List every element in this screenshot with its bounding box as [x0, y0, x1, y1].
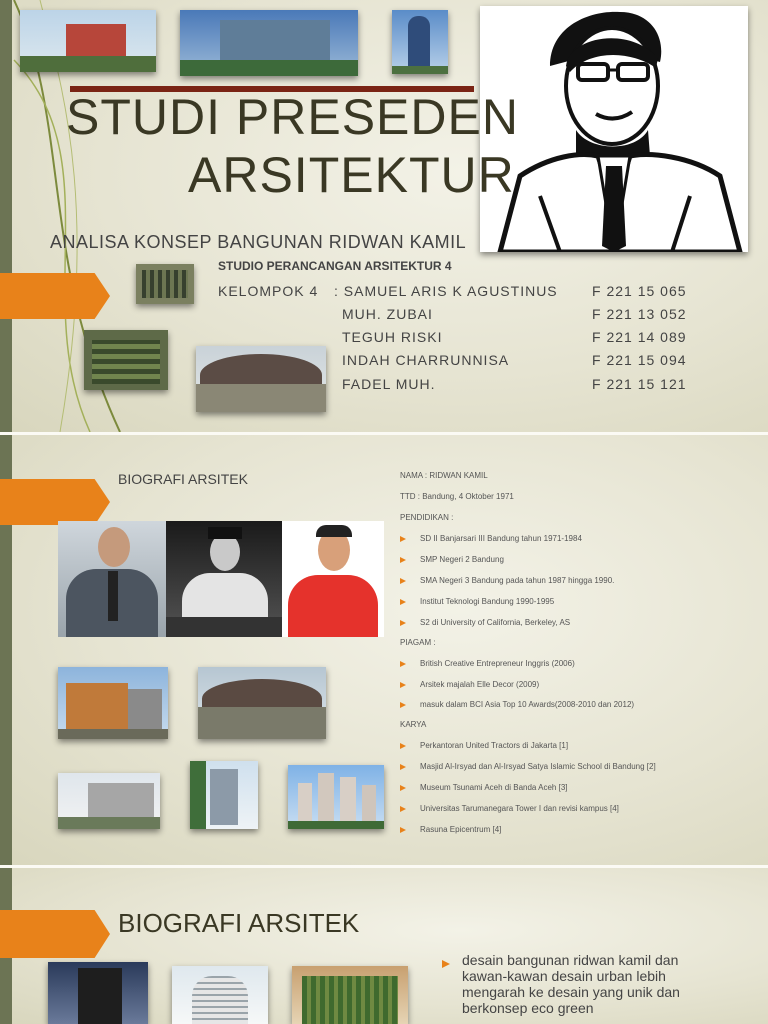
- bullet-icon: [400, 806, 406, 812]
- bullet-text-line: kawan-kawan desain urban lebih: [462, 968, 666, 984]
- bio-item: British Creative Entrepreneur Inggris (2006): [420, 659, 575, 668]
- member-name: INDAH CHARRUNNISA: [342, 352, 510, 368]
- bio-item: Masjid Al-Irsyad dan Al-Irsyad Satya Islamic School di Bandung [2]: [420, 762, 656, 771]
- section-heading: BIOGRAFI ARSITEK: [118, 471, 248, 487]
- building-photo-2: [180, 10, 358, 76]
- bio-item: SMA Negeri 3 Bandung pada tahun 1987 hingga 1990.: [420, 576, 615, 585]
- member-nim: F 221 14 089: [592, 329, 687, 345]
- bio-item: S2 di University of California, Berkeley, AS: [420, 618, 571, 627]
- bullet-icon: [400, 557, 406, 563]
- building-photo-12: [48, 962, 148, 1024]
- bio-item: Rasuna Epicentrum [4]: [420, 825, 502, 834]
- title-line2: ARSITEKTUR: [188, 147, 515, 203]
- member-nim: F 221 15 094: [592, 352, 687, 368]
- bio-birth: TTD : Bandung, 4 Oktober 1971: [400, 492, 514, 501]
- orange-arrow: [0, 273, 110, 319]
- member-name: TEGUH RISKI: [342, 329, 443, 345]
- section-heading: BIOGRAFI ARSITEK: [118, 908, 360, 938]
- bullet-text-line: berkonsep eco green: [462, 1000, 594, 1016]
- building-photo-4: [136, 264, 194, 304]
- bullet-icon: [400, 661, 406, 667]
- building-photo-14: [292, 966, 408, 1024]
- studio-label: STUDIO PERANCANGAN ARSITEKTUR 4: [218, 259, 452, 273]
- title-line1: STUDI PRESEDEN: [66, 89, 519, 145]
- bullet-text-line: desain bangunan ridwan kamil dan: [462, 952, 679, 968]
- building-photo-10: [190, 761, 258, 829]
- bio-education-label: PENDIDIKAN :: [400, 513, 454, 522]
- bio-item: Institut Teknologi Bandung 1990-1995: [420, 597, 555, 606]
- member-name: : SAMUEL ARIS K AGUSTINUS: [334, 283, 558, 299]
- bullet-icon: [400, 743, 406, 749]
- bullet-icon: [400, 620, 406, 626]
- bio-works-label: KARYA: [400, 720, 427, 729]
- bio-awards-label: PIAGAM :: [400, 638, 436, 647]
- building-photo-3: [392, 10, 448, 74]
- orange-arrow: [0, 910, 110, 958]
- member-name: MUH. ZUBAI: [342, 306, 433, 322]
- bullet-icon: [400, 827, 406, 833]
- architect-photo-3: [282, 521, 384, 637]
- building-photo-7: [58, 667, 168, 739]
- bullet-icon: [400, 764, 406, 770]
- bio-item: SD II Banjarsari III Bandung tahun 1971-1984: [420, 534, 582, 543]
- slide-biography: [0, 435, 768, 865]
- bio-item: masuk dalam BCI Asia Top 10 Awards(2008-2010 dan 2012): [420, 700, 635, 709]
- bullet-icon: [442, 960, 450, 968]
- building-photo-8: [198, 667, 326, 739]
- bio-item: SMP Negeri 2 Bandung: [420, 555, 504, 564]
- bullet-icon: [400, 682, 406, 688]
- bio-item: Universitas Tarumanegara Tower I dan revisi kampus [4]: [420, 804, 619, 813]
- bio-item: Arsitek majalah Elle Decor (2009): [420, 680, 540, 689]
- bullet-icon: [400, 578, 406, 584]
- building-photo-11: [288, 765, 384, 829]
- slide-biography-2: [0, 868, 768, 1024]
- bio-item: Perkantoran United Tractors di Jakarta [1]: [420, 741, 569, 750]
- subtitle: ANALISA KONSEP BANGUNAN RIDWAN KAMIL: [50, 232, 467, 252]
- building-photo-6: [196, 346, 326, 412]
- bullet-text-line: mengarah ke desain yang unik dan: [462, 984, 680, 1000]
- bullet-icon: [400, 599, 406, 605]
- building-photo-1: [20, 10, 156, 72]
- slide-title: [0, 0, 768, 432]
- architect-photo-2: [166, 521, 282, 637]
- group-label: KELOMPOK 4: [218, 283, 319, 299]
- bio-item: Museum Tsunami Aceh di Banda Aceh [3]: [420, 783, 568, 792]
- orange-arrow: [0, 479, 110, 525]
- bullet-icon: [400, 536, 406, 542]
- bullet-icon: [400, 785, 406, 791]
- architect-sketch-portrait: [480, 6, 748, 252]
- building-photo-5: [84, 330, 168, 390]
- building-photo-9: [58, 773, 160, 829]
- member-nim: F 221 13 052: [592, 306, 687, 322]
- member-nim: F 221 15 121: [592, 376, 687, 392]
- member-name: FADEL MUH.: [342, 376, 436, 392]
- member-nim: F 221 15 065: [592, 283, 687, 299]
- bio-name: NAMA : RIDWAN KAMIL: [400, 471, 488, 480]
- building-photo-13: [172, 966, 268, 1024]
- architect-photo-1: [58, 521, 166, 637]
- bullet-icon: [400, 702, 406, 708]
